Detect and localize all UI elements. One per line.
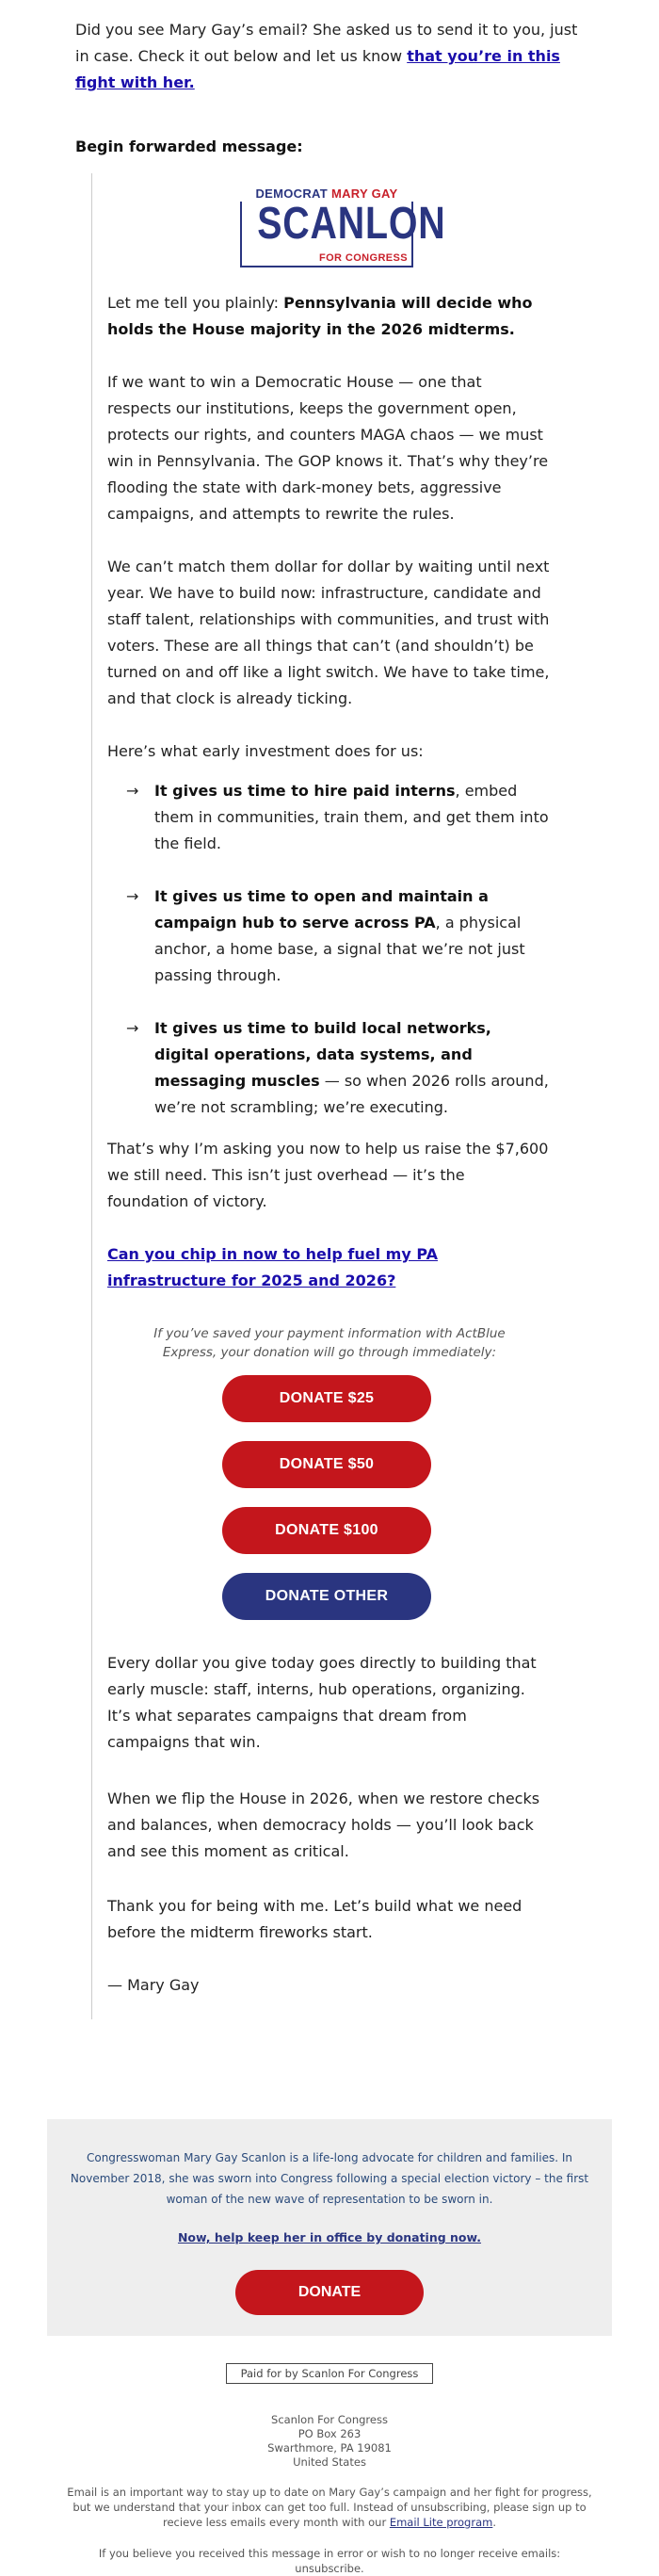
letter-paragraph-1 bbox=[107, 290, 550, 343]
arrow-icon: → bbox=[126, 782, 139, 800]
bullet-rest: , embed them in communities, train them, and get them into the field. bbox=[154, 782, 549, 852]
bullet-bold: It gives us time to open and maintain a campaign hub to serve across PA bbox=[154, 887, 489, 932]
campaign-logo bbox=[216, 186, 446, 267]
address-line: PO Box 263 bbox=[297, 2427, 362, 2440]
logo-name: SCANLON bbox=[257, 199, 446, 249]
list-item bbox=[126, 1015, 549, 1128]
letter-paragraph-7: When we flip the House in 2026, when we restore checks and balances, when democracy holds — you’ll look back and see this moment as critical. bbox=[107, 1790, 540, 1860]
arrow-icon: → bbox=[126, 1019, 139, 1037]
letter-paragraph-6: Every dollar you give today goes directly to building that early muscle: staff, interns, hub operations, organizing. It’s what separates campaigns that dream from campaigns that win. bbox=[107, 1654, 537, 1751]
bullet-rest: — so when 2026 rolls around, we’re not scrambling; we’re executing. bbox=[154, 1072, 549, 1116]
quote-bar bbox=[91, 173, 92, 2019]
donate-25-button[interactable]: DONATE $25 bbox=[222, 1375, 431, 1422]
list-item bbox=[126, 883, 540, 996]
footer-donate-link[interactable]: Now, help keep her in office by donating now. bbox=[177, 2230, 482, 2244]
donate-100-button[interactable]: DONATE $100 bbox=[222, 1507, 431, 1554]
bullet-text bbox=[154, 883, 550, 989]
footer-box bbox=[47, 2119, 612, 2336]
actblue-note: If you’ve saved your payment information with ActBlue Express, your donation will go through immediately: bbox=[153, 1326, 506, 1360]
bullet-text bbox=[154, 778, 550, 857]
list-item bbox=[126, 778, 549, 872]
bullet-rest: , a physical anchor, a home base, a signal that we’re not just passing through. bbox=[154, 914, 525, 984]
bullet-text bbox=[154, 1015, 550, 1121]
p1-plain: Let me tell you plainly: bbox=[107, 294, 284, 312]
intro-link[interactable]: that you’re in this fight with her. bbox=[75, 47, 560, 91]
signoff: — Mary Gay bbox=[107, 1976, 200, 1994]
intro-text: Did you see Mary Gay’s email? She asked us to send it to you, just in case. Check it out below and let us know bbox=[75, 21, 578, 65]
donate-other-button[interactable]: DONATE OTHER bbox=[222, 1573, 431, 1620]
p1-bold: Pennsylvania will decide who holds the House majority in the 2026 midterms. bbox=[107, 294, 533, 338]
address-line: Swarthmore, PA 19081 bbox=[267, 2441, 392, 2454]
unsubscribe-note: If you believe you received this message in error or wish to no longer receive emails: unsubscribe. bbox=[98, 2547, 561, 2575]
footer-donate-button[interactable]: DONATE bbox=[235, 2270, 424, 2315]
forwarded-message-label: Begin forwarded message: bbox=[75, 138, 303, 155]
letter-paragraph-2: If we want to win a Democratic House — one that respects our institutions, keeps the government open, protects our rights, and counters MAGA chaos — we must win in Pennsylvania. The GOP knows it. That’s why they’re flooding the state with dark-money bets, aggressive campaigns, and attempts to rewrite the rules. bbox=[107, 373, 549, 523]
logo-for-congress: FOR CONGRESS bbox=[318, 252, 408, 264]
donate-cta-link[interactable]: Can you chip in now to help fuel my PA infrastructure for 2025 and 2026? bbox=[107, 1245, 438, 1289]
arrow-icon: → bbox=[126, 887, 139, 905]
address-line: United States bbox=[293, 2455, 366, 2469]
letter-paragraph-3: We can’t match them dollar for dollar by waiting until next year. We have to build now: infrastructure, candidate and staff talent, relationships with communities, and trust with voters. These are all things that can’t (and shouldn’t) be turned on and off like a light switch. We have to take time, and that clock is already ticking. bbox=[107, 558, 550, 707]
logo-democrat: DEMOCRAT bbox=[255, 186, 329, 201]
logo-mary-gay: MARY GAY bbox=[330, 186, 398, 201]
letter-paragraph-5: That’s why I’m asking you now to help us raise the $7,600 we still need. This isn’t just overhead — it’s the foundation of victory. bbox=[107, 1140, 549, 1210]
mailing-address bbox=[0, 2413, 659, 2470]
intro-paragraph bbox=[75, 17, 584, 96]
logo-frame bbox=[240, 199, 446, 267]
paid-for-by: Paid for by Scanlon For Congress bbox=[226, 2363, 433, 2384]
letter-paragraph-4: Here’s what early investment does for us: bbox=[107, 742, 424, 760]
email-lite-link[interactable]: Email Lite program bbox=[389, 2516, 493, 2529]
donate-50-button[interactable]: DONATE $50 bbox=[222, 1441, 431, 1488]
letter-paragraph-8: Thank you for being with me. Let’s build what we need before the midterm fireworks start. bbox=[107, 1897, 522, 1941]
email-note-text: Email is an important way to stay up to date on Mary Gay’s campaign and her fight for progress, but we understand that your inbox can get too full. Instead of unsubscribing, please sign up to recieve less emails every month with our bbox=[67, 2486, 592, 2529]
bullet-bold: It gives us time to hire paid interns bbox=[154, 782, 456, 800]
email-lite-note bbox=[56, 2485, 603, 2530]
email-note-end: . bbox=[492, 2516, 496, 2529]
address-line: Scanlon For Congress bbox=[271, 2413, 388, 2426]
footer-about: Congresswoman Mary Gay Scanlon is a life-long advocate for children and families. In November 2018, she was sworn into Congress following a special election victory – the first woman of the new wave of representation to be sworn in. bbox=[70, 2151, 589, 2206]
bullet-bold: It gives us time to build local networks, digital operations, data systems, and messaging muscles bbox=[154, 1019, 491, 1090]
